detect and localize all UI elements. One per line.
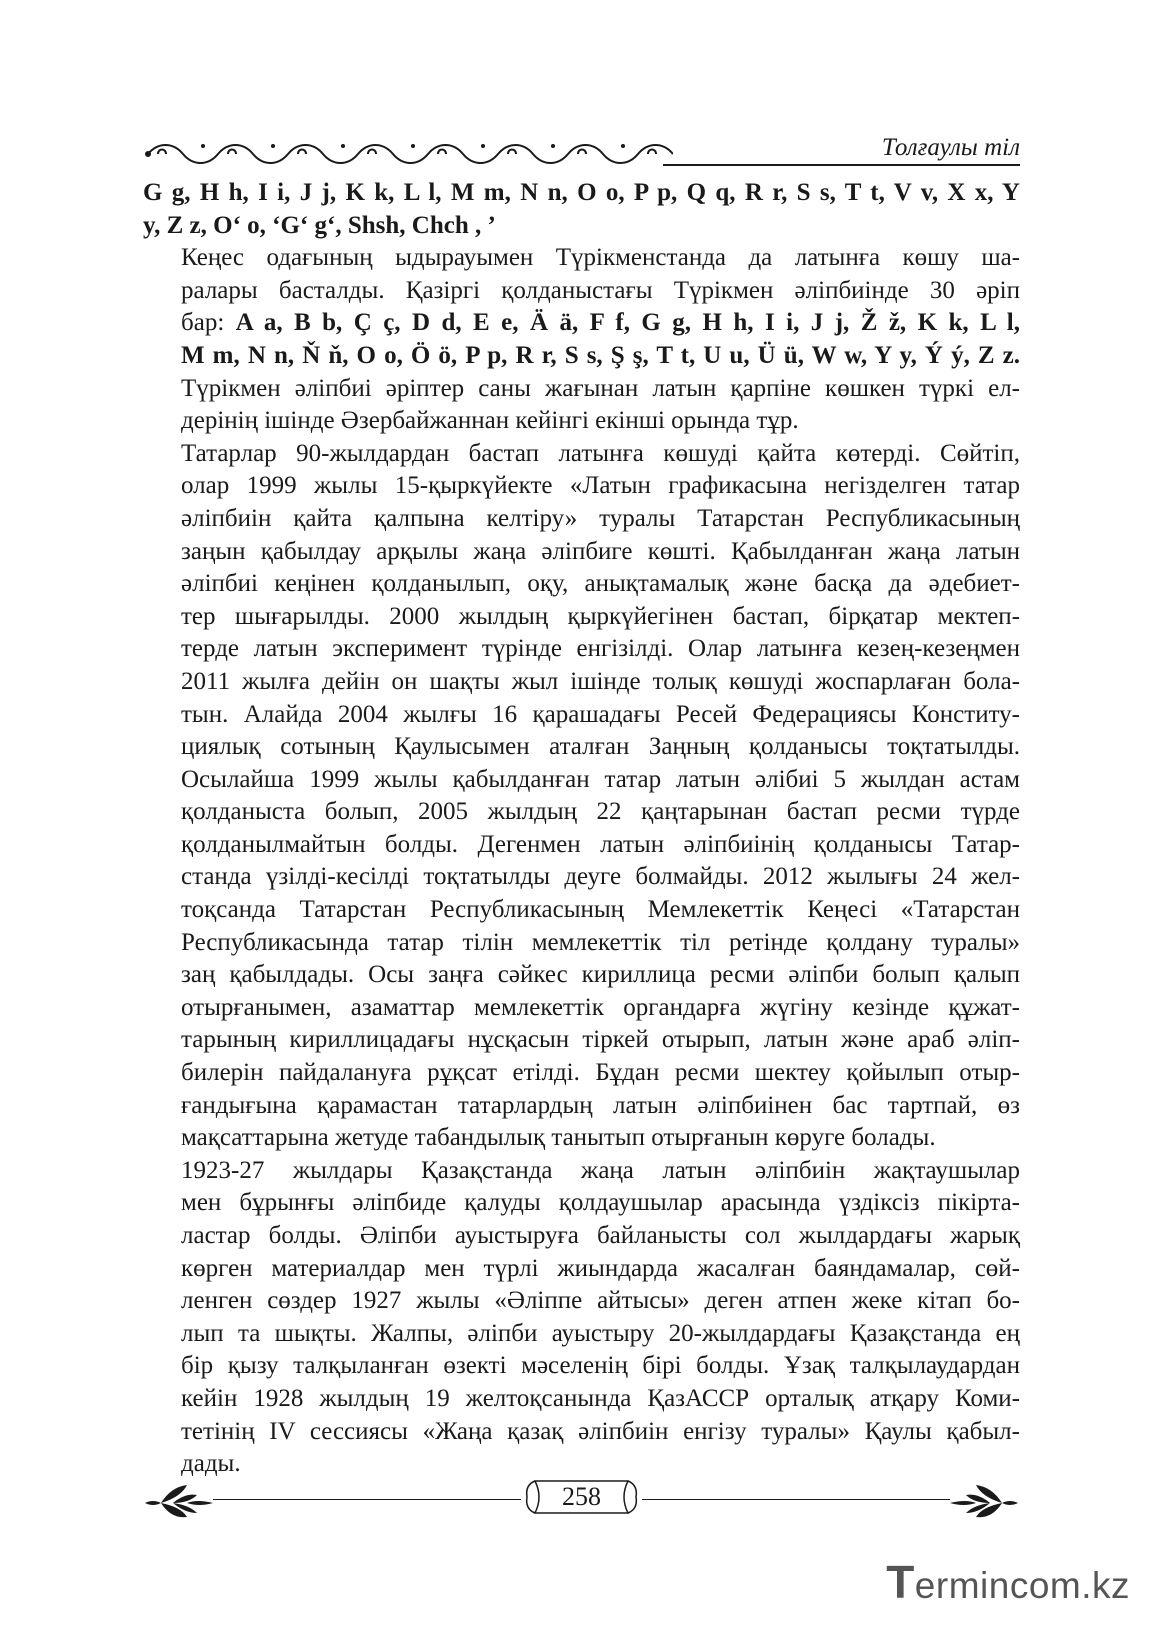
paragraph-kazakhstan bbox=[143, 1155, 1020, 1481]
text-line: дады. bbox=[181, 1450, 241, 1478]
site-watermark bbox=[886, 1555, 1130, 1609]
text-line: Республикасында татар тілін мемлекеттік тіл ретінде қолдану туралы» bbox=[181, 928, 1020, 956]
text-line: әліпбиін қайта қалпына келтіру» туралы Татарстан Республикасының bbox=[181, 504, 1020, 532]
text-line: тер шығарылды. 2000 жылдың қыркүйегінен бастап, бірқатар мектеп- bbox=[181, 602, 1020, 630]
text-line: дерінің ішінде Әзербайжаннан кейінгі екінші орында тұр. bbox=[181, 407, 799, 435]
text-line: заң қабылдады. Осы заңға сәйкес кириллица ресми әліпби болып қалып bbox=[181, 961, 1020, 989]
alphabet-line: G g, H h, I i, J j, K k, L l, M m, N n, O o, P p, Q q, R r, S s, T t, V v, X x, Y bbox=[143, 179, 1020, 206]
watermark-initial: T bbox=[886, 1556, 915, 1608]
page-number-frame bbox=[521, 1479, 642, 1515]
text-line: тарының кириллицадағы нұсқасын тіркей отырып, латын және араб әліп- bbox=[181, 1026, 1020, 1054]
text-line: мен бұрынғы әліпбиде қалуды қолдаушылар арасында үздіксіз пікірта- bbox=[181, 1189, 1020, 1217]
text-line: қолданылмайтын болды. Дегенмен латын әліпбиінің қолданысы Татар- bbox=[181, 830, 1020, 858]
text-line: 1923-27 жылдары Қазақстанда жаңа латын әліпбиін жақтаушылар bbox=[181, 1156, 1020, 1184]
text-line: отырғанымен, азаматтар мемлекеттік органдарға жүгіну кезінде құжат- bbox=[181, 993, 1020, 1021]
text-line: билерін пайдалануға рұқсат етілді. Бұдан ресми шектеу қойылып отыр- bbox=[181, 1059, 1020, 1087]
text-fragment: бар: bbox=[181, 309, 236, 337]
footer-rule bbox=[213, 1499, 521, 1500]
text-line: тетінің IV сессиясы «Жаңа қазақ әліпбиін енгізу туралы» Қаулы қабыл- bbox=[181, 1417, 1020, 1445]
page-body bbox=[143, 177, 1020, 1481]
alphabet-uzbek bbox=[143, 177, 1020, 242]
text-line: Осылайша 1999 жылы қабылданған татар латын әлібиі 5 жылдан астам bbox=[181, 765, 1020, 793]
text-line: бір қызу талқыланған өзекті мәселенің бірі болды. Ұзақ талқылаудардан bbox=[181, 1352, 1020, 1380]
text-line: ленген сөздер 1927 жылы «Әліппе айтысы» деген атпен жеке кітап бо- bbox=[181, 1287, 1020, 1315]
paragraph-tatar bbox=[143, 438, 1020, 1155]
text-line: циялық сотының Қаулысымен аталған Заңның қолданысы тоқтатылды. bbox=[181, 733, 1020, 761]
text-line: Кеңес одағының ыдырауымен Түрікменстанда да латынға көшу ша- bbox=[181, 244, 1020, 272]
running-title: Толғаулы тіл bbox=[881, 134, 1020, 161]
footer-rule bbox=[642, 1499, 950, 1500]
text-line: ралары басталды. Қазіргі қолданыстағы Түрікмен әліпбиінде 30 әріп bbox=[181, 276, 1020, 304]
leaf-ornament-icon bbox=[143, 1479, 213, 1519]
text-line: әліпбиі кеңінен қолданылып, оқу, анықтамалық және басқа да әдебиет- bbox=[181, 570, 1020, 598]
leaf-ornament-icon bbox=[950, 1479, 1020, 1519]
scroll-ornament-icon bbox=[143, 136, 673, 168]
alphabet-line: A a, B b, Ç ç, D d, E e, Ä ä, F f, G g, H h, I i, J j, Ž ž, K k, L l, bbox=[235, 309, 1020, 337]
text-line: ғандығына қарамастан татарлардың латын әліпбиінен бас тартпай, өз bbox=[181, 1091, 1020, 1119]
text-line: кейін 1928 жылдың 19 желтоқсанында ҚазАССР орталық атқару Коми- bbox=[181, 1384, 1020, 1412]
text-line: Татарлар 90-жылдардан бастап латынға көшуді қайта көтерді. Сөйтіп, bbox=[181, 439, 1020, 467]
paragraph-turkmen bbox=[143, 242, 1020, 438]
running-header bbox=[143, 128, 1020, 172]
watermark-text: ermincom.kz bbox=[914, 1565, 1130, 1606]
page-footer bbox=[143, 1475, 1020, 1525]
text-line: ластар болды. Әліпби ауыстыруға байланысты сол жылдардағы жарық bbox=[181, 1222, 1020, 1249]
alphabet-line: y, Z z, O‘ o, ‘G‘ g‘, Shsh, Chch , ’ bbox=[143, 211, 496, 239]
alphabet-line: M m, N n, Ň ň, O o, Ö ö, P p, R r, S s, Ş ş, T t, U u, Ü ü, W w, Y y, Ý ý, Z z. bbox=[181, 341, 1020, 369]
text-line: тоқсанда Татарстан Республикасының Мемлекеттік Кеңесі «Татарстан bbox=[181, 896, 1020, 924]
text-line: лып та шықты. Жалпы, әліпби ауыстыру 20-жылдардағы Қазақстанда ең bbox=[181, 1319, 1020, 1347]
text-line: терде латын эксперимент түрінде енгізілді. Олар латынға кезең-кезеңмен bbox=[181, 635, 1020, 663]
text-line: тын. Алайда 2004 жылғы 16 қарашадағы Ресей Федерациясы Конститу- bbox=[181, 700, 1020, 728]
text-line: 2011 жылға дейін он шақты жыл ішінде толық көшуді жоспарлаған бола- bbox=[181, 667, 1020, 695]
text-line: Түрікмен әліпбиі әріптер саны жағынан латын қарпіне көшкен түркі ел- bbox=[181, 374, 1020, 402]
text-line: қолданыста болып, 2005 жылдың 22 қаңтарынан бастап ресми түрде bbox=[181, 798, 1020, 826]
page-number: 258 bbox=[562, 1482, 601, 1511]
text-line: олар 1999 жылы 15-қыркүйекте «Латын графикасына негізделген татар bbox=[181, 472, 1020, 500]
text-line: заңын қабылдау арқылы жаңа әліпбиге көшті. Қабылданған жаңа латын bbox=[181, 537, 1020, 565]
header-rule bbox=[663, 164, 1020, 166]
text-line: мақсаттарына жетуде табандылық танытып отырғанын көруге болады. bbox=[181, 1124, 936, 1152]
text-line: станда үзілді-кесілді тоқтатылды деуге болмайды. 2012 жылығы 24 жел- bbox=[181, 863, 1020, 891]
text-line: көрген материалдар мен түрлі жиындарда жасалған баяндамалар, сөй- bbox=[181, 1254, 1020, 1282]
